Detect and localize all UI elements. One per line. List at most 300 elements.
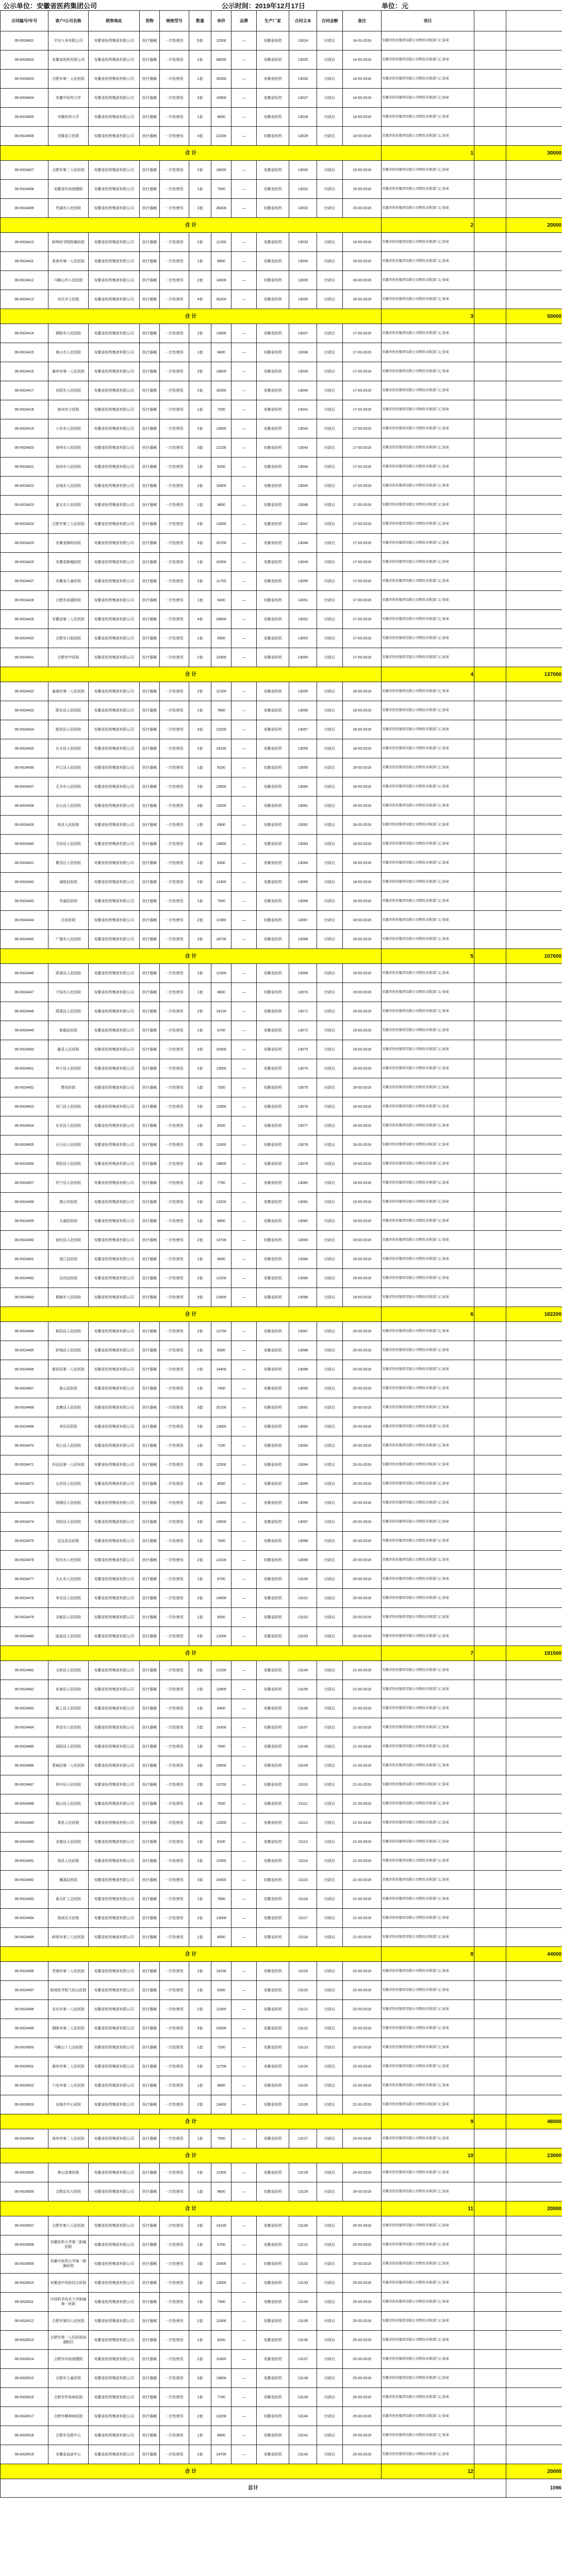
table-cell: 06-0024404 (1, 89, 48, 108)
table-cell: 安徽省医药集团有限公司 (89, 1699, 140, 1718)
table-cell: 安徽省医药集团有限公司 (89, 2426, 140, 2445)
table-cell: — (232, 1756, 257, 1775)
table-cell: 1套 (189, 1532, 211, 1551)
table-row (1, 1890, 562, 1909)
table-cell (506, 2057, 562, 2076)
table-cell: 06-0024477 (1, 1570, 48, 1589)
table-cell: 3套 (189, 1756, 211, 1775)
subtotal-blank (474, 2201, 506, 2216)
table-cell: 一次性使用 (160, 1532, 189, 1551)
table-cell: 19300 (211, 1871, 232, 1890)
table-cell: 合肥市第一人民医院 (48, 70, 89, 89)
table-cell: 1套 (189, 1928, 211, 1947)
table-cell (506, 180, 562, 199)
table-cell: 一次性使用 (160, 1833, 189, 1852)
table-row (1, 873, 562, 892)
column-header (474, 11, 506, 31)
table-cell: 安徽省医药集团有限公司物资采购部门已备案 (382, 983, 474, 1002)
table-cell: 安徽省医药集团有限公司 (89, 1193, 140, 1212)
table-cell: 安徽省医药集团有限公司物资采购部门已备案 (382, 777, 474, 796)
table-cell: 凤台县人民医院 (48, 1436, 89, 1455)
table-row (1, 2235, 562, 2255)
table-cell: — (232, 180, 257, 199)
table-cell: 安徽省儿童医院 (48, 572, 89, 591)
table-cell: 安徽省医药 (257, 199, 289, 218)
table-cell (506, 2216, 562, 2235)
table-cell: 付款后 (317, 739, 343, 758)
table-cell: 1套 (189, 1570, 211, 1589)
table-cell: 3套 (189, 1871, 211, 1890)
table-cell: 一次性使用 (160, 290, 189, 309)
table-cell: 付款后 (317, 2255, 343, 2274)
table-cell (506, 701, 562, 720)
subtotal-label: 合 计 (1, 2464, 382, 2479)
table-cell: 安徽省医药 (257, 534, 289, 553)
table-cell (474, 2255, 506, 2274)
table-cell: 06-0024427 (1, 572, 48, 591)
subtotal-row (1, 2114, 562, 2129)
table-cell: 21-03-2019 (343, 1718, 382, 1737)
table-cell: 安徽省医药集团有限公司物资采购部门已备案 (382, 682, 474, 701)
table-cell: 14-03-2019 (343, 89, 382, 108)
table-cell: 安徽省医药集团有限公司物资采购部门已备案 (382, 89, 474, 108)
table-cell: 付款后 (317, 1193, 343, 1212)
table-cell: 皖南医学院弋矶山医院 (48, 1981, 89, 2000)
table-cell: 13118 (289, 1928, 317, 1947)
table-cell: 铜陵市人民医院 (48, 324, 89, 343)
table-cell: 医疗器械 (140, 1002, 160, 1021)
table-cell (474, 777, 506, 796)
table-cell: 安徽省医药 (257, 1513, 289, 1532)
table-row (1, 2255, 562, 2274)
table-cell: 1套 (189, 1981, 211, 2000)
table-cell: 7700 (211, 2388, 232, 2407)
table-cell: 一次性使用 (160, 1962, 189, 1981)
table-cell: 2套 (189, 1002, 211, 1021)
table-row (1, 1360, 562, 1379)
table-cell: 安徽省医药 (257, 873, 289, 892)
table-cell: 13038 (289, 343, 317, 362)
table-cell: 安徽省医药 (257, 1021, 289, 1040)
table-cell: 池州市人民医院 (48, 457, 89, 477)
table-cell (474, 701, 506, 720)
table-cell: 06-0024408 (1, 180, 48, 199)
table-cell: 06-0024485 (1, 1737, 48, 1756)
table-cell: 06-0024463 (1, 1288, 48, 1307)
table-cell: 医疗器械 (140, 1212, 160, 1231)
table-cell: 2套 (189, 2163, 211, 2182)
subtotal-amount: 23000 (506, 2148, 562, 2163)
column-header: 项目 (382, 11, 474, 31)
table-cell: 安徽省医药集团有限公司物资采购部门已备案 (382, 290, 474, 309)
table-cell (506, 1737, 562, 1756)
table-cell: 铜陵市第二人民医院 (48, 2019, 89, 2038)
table-row (1, 1532, 562, 1551)
table-cell: 安徽省医药集团有限公司 (89, 343, 140, 362)
table-cell: 安徽省医药集团有限公司物资采购部门已备案 (382, 1078, 474, 1097)
table-cell: 太湖县医院 (48, 1212, 89, 1231)
table-cell: 13052 (289, 610, 317, 629)
table-cell: 06-0024515 (1, 2369, 48, 2388)
table-cell: 7800 (211, 701, 232, 720)
table-cell (506, 1155, 562, 1174)
table-cell: 13091 (289, 1398, 317, 1417)
table-cell: 安徽省医药 (257, 835, 289, 854)
table-cell: 医疗器械 (140, 983, 160, 1002)
column-header: 数量 (189, 11, 211, 31)
table-cell: 2套 (189, 1322, 211, 1341)
table-cell: 06-0024509 (1, 2255, 48, 2274)
table-cell: 1套 (189, 400, 211, 419)
table-cell: 06-0024410 (1, 233, 48, 252)
table-cell: — (232, 515, 257, 534)
table-cell: 付款后 (317, 701, 343, 720)
table-cell: 06-0024486 (1, 1756, 48, 1775)
table-cell: 18-03-2019 (343, 835, 382, 854)
table-cell: 15800 (211, 89, 232, 108)
table-cell: 医疗器械 (140, 1589, 160, 1608)
table-cell: 一次性使用 (160, 796, 189, 816)
table-cell: 20-03-2019 (343, 1551, 382, 1570)
table-cell: 安徽省医药 (257, 290, 289, 309)
table-row (1, 1455, 562, 1475)
table-cell: 17-03-2019 (343, 362, 382, 381)
table-cell (506, 1002, 562, 1021)
table-cell: 付款后 (317, 1532, 343, 1551)
table-cell: — (232, 50, 257, 70)
table-cell: 医疗器械 (140, 1890, 160, 1909)
table-cell: 20600 (211, 1756, 232, 1775)
table-cell: 淮南市第一人民医院 (48, 252, 89, 271)
table-cell: 21800 (211, 1288, 232, 1307)
table-cell: 医疗器械 (140, 362, 160, 381)
table-cell: 医疗器械 (140, 1116, 160, 1136)
table-cell (474, 199, 506, 218)
table-cell: 安徽省医药集团有限公司 (89, 2129, 140, 2148)
table-cell: 付款后 (317, 2216, 343, 2235)
table-cell: 安徽省医药集团有限公司 (89, 70, 140, 89)
table-cell: 一次性使用 (160, 873, 189, 892)
table-cell: 20-03-2019 (343, 1417, 382, 1436)
table-cell: 06-0024487 (1, 1775, 48, 1794)
table-cell: 19-03-2019 (343, 964, 382, 983)
table-cell: 17-03-2019 (343, 457, 382, 477)
table-cell: 13062 (289, 816, 317, 835)
table-cell (474, 70, 506, 89)
table-cell: 和县人民医院 (48, 816, 89, 835)
subtotal-amount: 44000 (506, 1947, 562, 1962)
table-cell: 17-03-2019 (343, 324, 382, 343)
table-cell: 12600 (211, 515, 232, 534)
table-cell (506, 2163, 562, 2182)
table-cell (474, 854, 506, 873)
table-cell: 安徽省医药集团有限公司物资采购部门已备案 (382, 515, 474, 534)
table-cell: 一次性使用 (160, 180, 189, 199)
table-cell: 医疗器械 (140, 1532, 160, 1551)
subtotal-blank (474, 2464, 506, 2479)
table-cell (474, 591, 506, 610)
table-cell: 付款后 (317, 290, 343, 309)
table-cell: 06-0024495 (1, 1928, 48, 1947)
table-cell: 06-0024438 (1, 796, 48, 816)
table-cell: 付款后 (317, 1097, 343, 1116)
table-cell: 8100 (211, 758, 232, 777)
table-cell: 濉溪县医院 (48, 1871, 89, 1890)
table-cell: 1套 (189, 629, 211, 648)
table-cell: 13076 (289, 1097, 317, 1116)
table-cell: 13070 (289, 983, 317, 1002)
table-row (1, 2312, 562, 2331)
table-cell: 安徽省医药集团有限公司 (89, 1871, 140, 1890)
table-cell: 巢湖市第一人民医院 (48, 682, 89, 701)
table-cell: 17-03-2019 (343, 477, 382, 496)
table-cell: 安徽省医药集团有限公司 (89, 108, 140, 127)
table-cell: 安徽省医药 (257, 2445, 289, 2464)
table-cell (506, 2312, 562, 2331)
table-row (1, 1589, 562, 1608)
table-cell: 安徽省医药集团有限公司 (89, 180, 140, 199)
table-cell: 安徽省医药集团有限公司物资采购部门已备案 (382, 873, 474, 892)
table-cell: 医疗器械 (140, 964, 160, 983)
table-cell: 安徽省医药集团有限公司 (89, 1680, 140, 1699)
table-cell: 06-0024501 (1, 2057, 48, 2076)
table-cell: 医疗器械 (140, 572, 160, 591)
table-cell: 安徽省医药集团有限公司 (89, 648, 140, 667)
table-cell: 安徽省医药 (257, 1269, 289, 1288)
table-cell: — (232, 911, 257, 930)
table-cell (506, 873, 562, 892)
table-cell: 安徽省医药集团有限公司 (89, 1962, 140, 1981)
table-cell (474, 1059, 506, 1078)
table-cell: 付款后 (317, 1475, 343, 1494)
subtotal-row (1, 2201, 562, 2216)
table-cell: 06-0024401 (1, 31, 48, 50)
table-cell: 安徽省医药集团有限公司 (89, 2445, 140, 2464)
table-cell: 13101 (289, 1589, 317, 1608)
table-cell: 13136 (289, 2331, 317, 2350)
subtotal-count: 4 (382, 667, 474, 682)
table-cell: 医疗器械 (140, 1417, 160, 1436)
table-cell: 06-0024460 (1, 1231, 48, 1250)
table-cell: 安徽省医药集团有限公司物资采购部门已备案 (382, 1288, 474, 1307)
table-cell (506, 515, 562, 534)
table-cell: 1套 (189, 1078, 211, 1097)
table-cell: — (232, 1002, 257, 1021)
table-cell: 医疗器械 (140, 324, 160, 343)
table-cell: 合肥市第二人民医院 (48, 161, 89, 180)
table-cell: 8200 (211, 2331, 232, 2350)
table-cell: 付款后 (317, 1890, 343, 1909)
table-cell: 13122 (289, 2019, 317, 2038)
table-cell: 付款后 (317, 1871, 343, 1890)
table-cell (506, 1909, 562, 1928)
table-cell: 06-0024437 (1, 777, 48, 796)
table-cell: — (232, 648, 257, 667)
table-cell (506, 911, 562, 930)
table-cell: 21-03-2019 (343, 1833, 382, 1852)
table-cell: 1套 (189, 2182, 211, 2201)
table-cell: 06-0024470 (1, 1436, 48, 1455)
table-cell: 2套 (189, 2312, 211, 2331)
table-cell: 11200 (211, 233, 232, 252)
table-row (1, 1436, 562, 1455)
table-cell: 7800 (211, 1890, 232, 1909)
table-cell: 安徽省医药集团有限公司物资采购部门已备案 (382, 161, 474, 180)
table-cell: 13080 (289, 1174, 317, 1193)
table-cell (474, 1852, 506, 1871)
table-cell: 安徽省医药集团有限公司 (89, 1269, 140, 1288)
table-cell: — (232, 1775, 257, 1794)
table-cell: 安徽省医药 (257, 1231, 289, 1250)
table-cell: 付款后 (317, 1231, 343, 1250)
table-cell: 付款后 (317, 1661, 343, 1680)
table-cell: 19-03-2019 (343, 1116, 382, 1136)
table-cell: 付款后 (317, 1589, 343, 1608)
table-cell: 13082 (289, 1212, 317, 1231)
table-cell: 安徽省医药集团有限公司 (89, 2350, 140, 2369)
table-row (1, 1814, 562, 1833)
table-cell: 1套 (189, 1436, 211, 1455)
page-header (0, 0, 562, 10)
subtotal-label: 合 计 (1, 309, 382, 324)
table-cell: 13053 (289, 629, 317, 648)
table-cell: 13074 (289, 1059, 317, 1078)
table-cell: 8600 (211, 983, 232, 1002)
table-cell: 06-0024418 (1, 400, 48, 419)
table-cell: 安徽省医药集团有限公司 (89, 1661, 140, 1680)
table-cell: 医疗器械 (140, 1627, 160, 1646)
table-cell: 13088 (289, 1341, 317, 1360)
table-cell: 歙县人民医院 (48, 1040, 89, 1059)
table-cell: 06-0024518 (1, 2426, 48, 2445)
table-cell: 一次性使用 (160, 964, 189, 983)
table-cell: 医疗器械 (140, 1513, 160, 1532)
table-cell: — (232, 496, 257, 515)
table-cell: 安徽省医药集团有限公司 (89, 1718, 140, 1737)
table-cell: 一次性使用 (160, 2000, 189, 2019)
table-cell: 13100 (211, 1551, 232, 1570)
table-cell: 安徽省医药集团有限公司 (89, 477, 140, 496)
table-cell: 安徽省医药集团有限公司物资采购部门已备案 (382, 1417, 474, 1436)
table-cell: — (232, 1661, 257, 1680)
table-cell: 13134 (289, 2293, 317, 2312)
table-cell: 一次性使用 (160, 1551, 189, 1570)
table-cell: 安徽省医药 (257, 1174, 289, 1193)
table-cell: 萧县人民医院 (48, 1814, 89, 1833)
table-cell: — (232, 1078, 257, 1097)
table-cell: 舒城县人民医院 (48, 1341, 89, 1360)
table-cell: 医疗器械 (140, 50, 160, 70)
table-cell: 13061 (289, 796, 317, 816)
table-cell: 医疗器械 (140, 2331, 160, 2350)
table-cell (506, 400, 562, 419)
table-cell: 3套 (189, 1513, 211, 1532)
table-cell (474, 1136, 506, 1155)
table-cell (474, 1379, 506, 1398)
table-cell: 一次性使用 (160, 89, 189, 108)
table-cell: 青阳县人民医院 (48, 1155, 89, 1174)
table-cell: 14100 (211, 2216, 232, 2235)
table-cell: 蚌埠市第三人民医院 (48, 1928, 89, 1947)
table-cell: 安徽省医药 (257, 419, 289, 438)
table-cell: 安徽省医药 (257, 758, 289, 777)
table-cell: 安徽省医药集团有限公司物资采购部门已备案 (382, 438, 474, 457)
table-cell: 1套 (189, 983, 211, 1002)
table-cell: 18-03-2019 (343, 816, 382, 835)
table-cell: 医疗器械 (140, 1059, 160, 1078)
table-cell (474, 1570, 506, 1589)
table-cell: 安徽省医药集团有限公司物资采购部门已备案 (382, 180, 474, 199)
table-cell: 安徽省医药 (257, 796, 289, 816)
table-cell: 滁州市第一人民医院 (48, 362, 89, 381)
table-cell: 12800 (211, 324, 232, 343)
table-cell: 付款后 (317, 777, 343, 796)
table-row (1, 1059, 562, 1078)
table-cell: 22-03-2019 (343, 2000, 382, 2019)
table-cell: 安徽省医药集团有限公司物资采购部门已备案 (382, 1833, 474, 1852)
table-row (1, 2331, 562, 2350)
table-cell: 安徽省医药集团有限公司 (89, 438, 140, 457)
table-cell: 安徽省医药集团有限公司 (89, 1794, 140, 1814)
table-cell: 安徽省医药 (257, 1981, 289, 2000)
table-row (1, 1040, 562, 1059)
table-cell: 安徽省医药 (257, 2388, 289, 2407)
table-cell (474, 2235, 506, 2255)
table-cell: 医疗器械 (140, 343, 160, 362)
table-cell: 06-0024464 (1, 1322, 48, 1341)
table-cell: 付款后 (317, 233, 343, 252)
table-cell: — (232, 2312, 257, 2331)
table-cell (474, 400, 506, 419)
table-cell: 桐城市人民医院 (48, 1288, 89, 1307)
table-cell: 淮南东方医院 (48, 1909, 89, 1928)
table-cell: 安徽省医药 (257, 1928, 289, 1947)
table-cell: 医疗器械 (140, 1699, 160, 1718)
table-cell: 安徽省医药集团有限公司物资采购部门已备案 (382, 50, 474, 70)
table-cell: 19-03-2019 (343, 1231, 382, 1250)
table-cell: 医疗器械 (140, 682, 160, 701)
table-row (1, 983, 562, 1002)
table-cell: 2套 (189, 873, 211, 892)
table-cell: 2套 (189, 1680, 211, 1699)
table-row (1, 2293, 562, 2312)
table-cell: 安徽省医药集团有限公司物资采购部门已备案 (382, 2350, 474, 2369)
table-cell (506, 271, 562, 290)
table-cell: 安徽省医药 (257, 2426, 289, 2445)
table-cell: 医疗器械 (140, 2407, 160, 2426)
table-cell: — (232, 438, 257, 457)
table-cell: 2套 (189, 233, 211, 252)
table-cell: 20-03-2019 (343, 1360, 382, 1379)
table-cell: 太和县人民医院 (48, 1661, 89, 1680)
table-cell (474, 2369, 506, 2388)
table-cell: — (232, 983, 257, 1002)
table-cell: 医疗器械 (140, 1322, 160, 1341)
table-cell: 一次性使用 (160, 1661, 189, 1680)
table-cell: 一次性使用 (160, 1212, 189, 1231)
table-cell: 06-0024493 (1, 1890, 48, 1909)
table-row (1, 854, 562, 873)
table-cell: — (232, 2182, 257, 2201)
table-cell: 合肥市第四人民医院 (48, 2312, 89, 2331)
table-cell: 06-0024402 (1, 50, 48, 70)
table-cell: 长丰县人民医院 (48, 739, 89, 758)
subtotal-blank (474, 1646, 506, 1661)
table-cell: 付款后 (317, 2312, 343, 2331)
table-cell: — (232, 2388, 257, 2407)
table-cell: — (232, 1833, 257, 1852)
table-cell: 06-0024480 (1, 1627, 48, 1646)
